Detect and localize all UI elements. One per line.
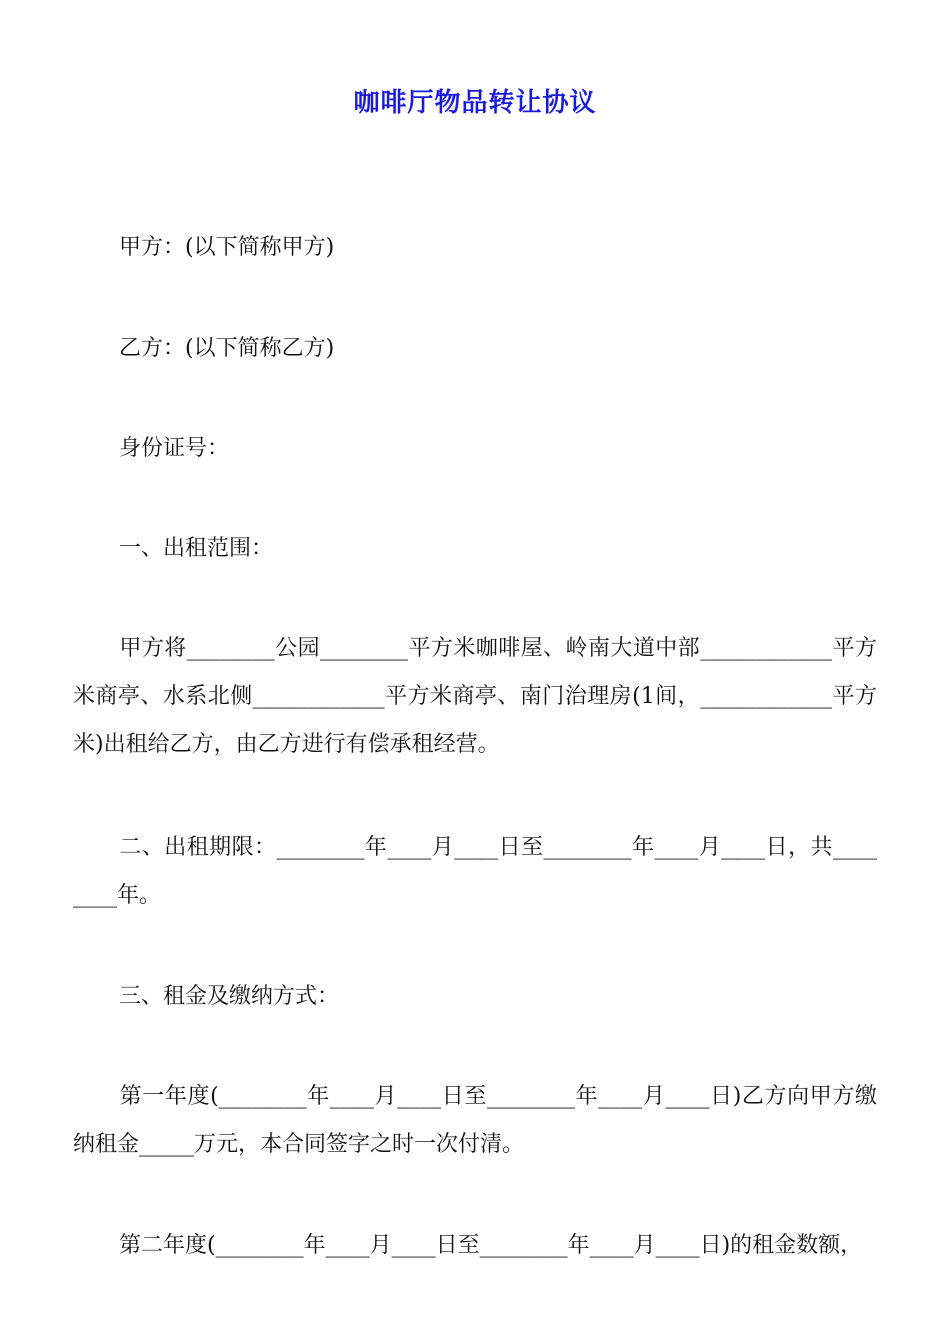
section-heading-rent: 三、租金及缴纳方式： bbox=[119, 984, 340, 1009]
id-number-line: 身份证号： bbox=[119, 436, 230, 461]
scope-paragraph: 甲方将________公园________平方米咖啡屋、岭南大道中部____________平方米商亭、水系北侧____________平方米商亭、南门治理房(1间，____________平方米)出租给乙方，由乙方进行有偿承租经营。 bbox=[73, 636, 877, 757]
term-paragraph: 二、出租期限：________年____月____日至________年____月____日，共________年。 bbox=[73, 835, 877, 908]
document-title: 咖啡厅物品转让协议 bbox=[353, 88, 597, 118]
section-heading-scope: 一、出租范围： bbox=[119, 536, 274, 561]
second-year-paragraph: 第二年度(________年____月____日至________年____月____日)的租金数额， bbox=[119, 1233, 863, 1258]
first-year-paragraph: 第一年度(________年____月____日至________年____月____日)乙方向甲方缴纳租金_____万元，本合同签字之时一次付清。 bbox=[73, 1084, 877, 1157]
party-a-line: 甲方：(以下简称甲方) bbox=[119, 235, 335, 260]
party-b-line: 乙方：(以下简称乙方) bbox=[119, 336, 335, 361]
